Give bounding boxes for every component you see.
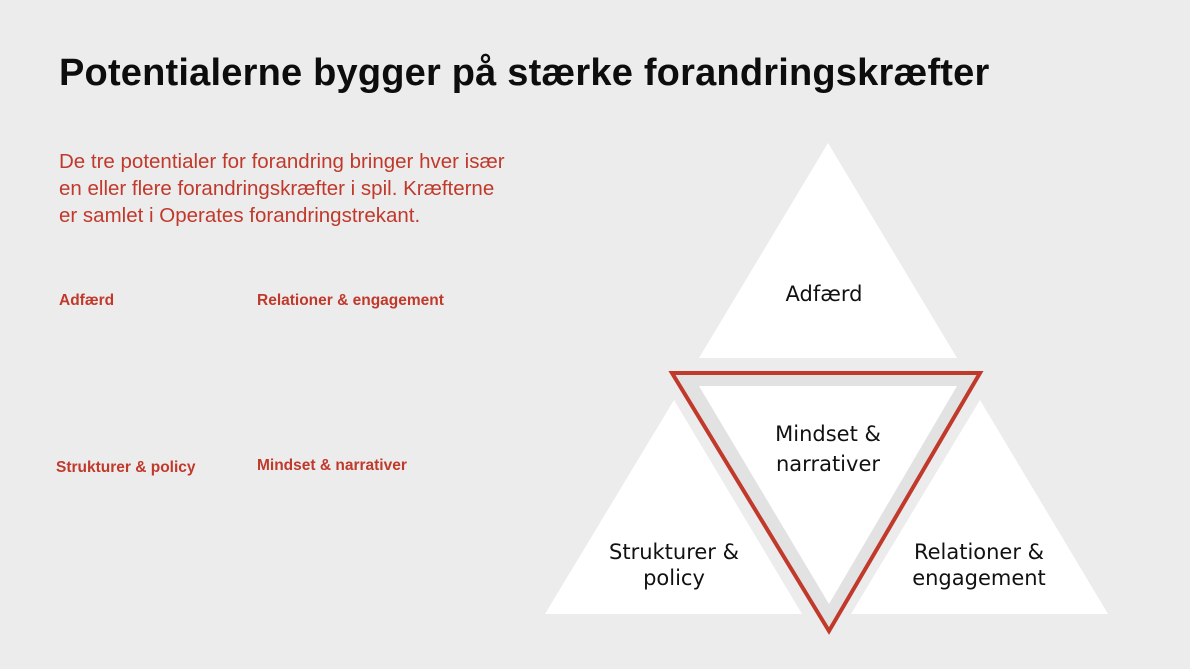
label-mindset-narrativer: Mindset & narrativer [257,457,407,474]
triangle-center-label-line2: narrativer [776,452,880,476]
triangle-right-label-line1: Relationer & [913,540,1045,564]
label-relationer-engagement: Relationer & engagement [257,292,444,309]
intro-text: De tre potentialer for forandring bringer hver især en eller flere forandringskræfter i spil. Kræfterne er samlet i Operates forandringstrekant. [59,150,505,227]
label-adfaerd: Adfærd [59,292,115,309]
triangle-top-label: Adfærd [785,282,863,306]
triangle-left-label-line1: Strukturer & [609,540,739,564]
triangle-right-label-line2: engagement [912,566,1046,590]
triangle-top [699,143,957,358]
page-title: Potentialerne bygger på stærke forandringskræfter [59,52,990,94]
label-strukturer-policy: Strukturer & policy [56,459,196,476]
triangle-left-label-line2: policy [643,566,705,590]
triangle-center-label-line1: Mindset & [775,422,881,446]
